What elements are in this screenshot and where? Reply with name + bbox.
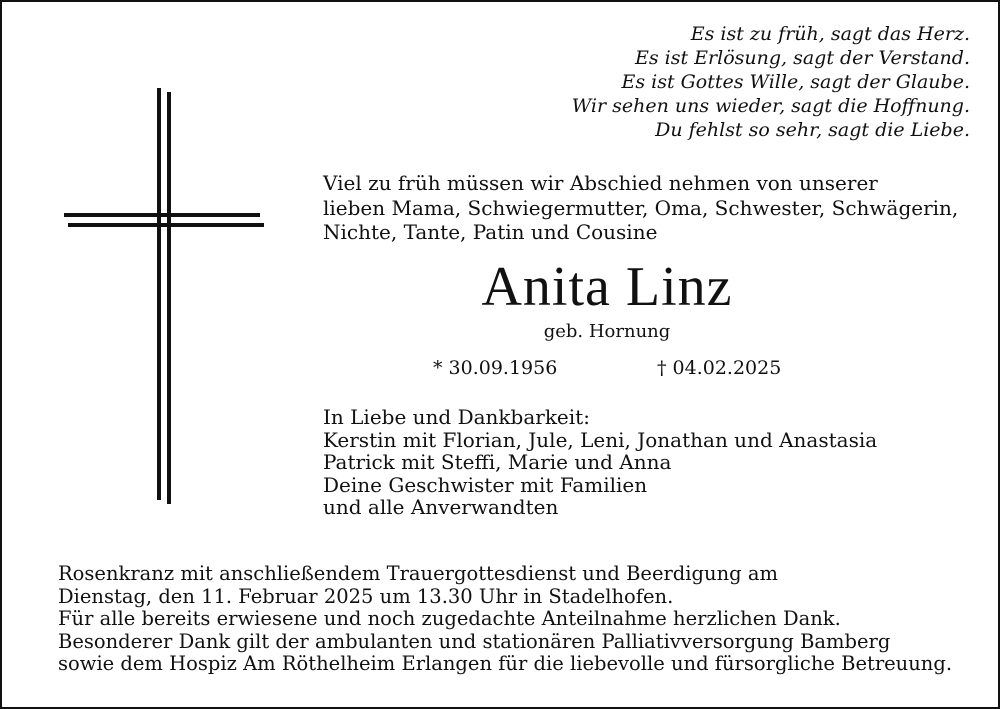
poem-line: Wir sehen uns wieder, sagt die Hoffnung. [571,95,970,117]
maiden-name: geb. Hornung [543,321,671,342]
intro-line: Viel zu früh müssen wir Abschied nehmen von unserer [323,171,878,195]
service-info-line: sowie dem Hospiz Am Röthelheim Erlangen für die liebevolle und fürsorgliche Betreuung. [58,652,953,676]
poem-line: Du fehlst so sehr, sagt die Liebe. [655,119,970,141]
poem-line: Es ist Erlösung, sagt der Verstand. [635,47,970,69]
service-info-line: Rosenkranz mit anschließendem Trauergottesdienst und Beerdigung am [58,562,778,585]
service-info-line: Besonderer Dank gilt der ambulanten und stationären Palliativversorgung Bamberg [58,629,891,653]
intro-text [323,171,958,245]
service-info-line: Dienstag, den 11. Februar 2025 um 13.30 Uhr in Stadelhofen. [58,584,674,608]
intro-line: lieben Mama, Schwiegermutter, Oma, Schwester, Schwägerin, [323,195,959,220]
mourners-line: und alle Anverwandten [323,495,559,519]
poem [572,22,970,142]
cross-horizontal-bar [64,213,260,217]
cross-horizontal-bar [68,223,264,227]
poem-line: Es ist Gottes Wille, sagt der Glaube. [621,71,970,93]
mourners-list [323,406,877,519]
intro-line: Nichte, Tante, Patin und Cousine [323,220,658,244]
mourners-line: Kerstin mit Florian, Jule, Leni, Jonathan und Anastasia [323,427,878,452]
death-date: † 04.02.2025 [657,357,782,379]
birth-date: * 30.09.1956 [433,357,558,379]
cross-icon [64,88,264,504]
mourners-line: Deine Geschwister mit Familien [323,472,648,497]
deceased-name: Anita Linz [481,256,733,318]
mourners-line: In Liebe und Dankbarkeit: [323,405,590,429]
cross-vertical-bar [167,92,171,504]
mourners-line: Patrick mit Steffi, Marie und Anna [323,450,672,474]
service-info [58,563,952,676]
poem-line: Es ist zu früh, sagt das Herz. [690,23,970,45]
cross-vertical-bar [157,88,161,500]
service-info-line: Für alle bereits erwiesene und noch zugedachte Anteilnahme herzlichen Dank. [58,607,841,631]
